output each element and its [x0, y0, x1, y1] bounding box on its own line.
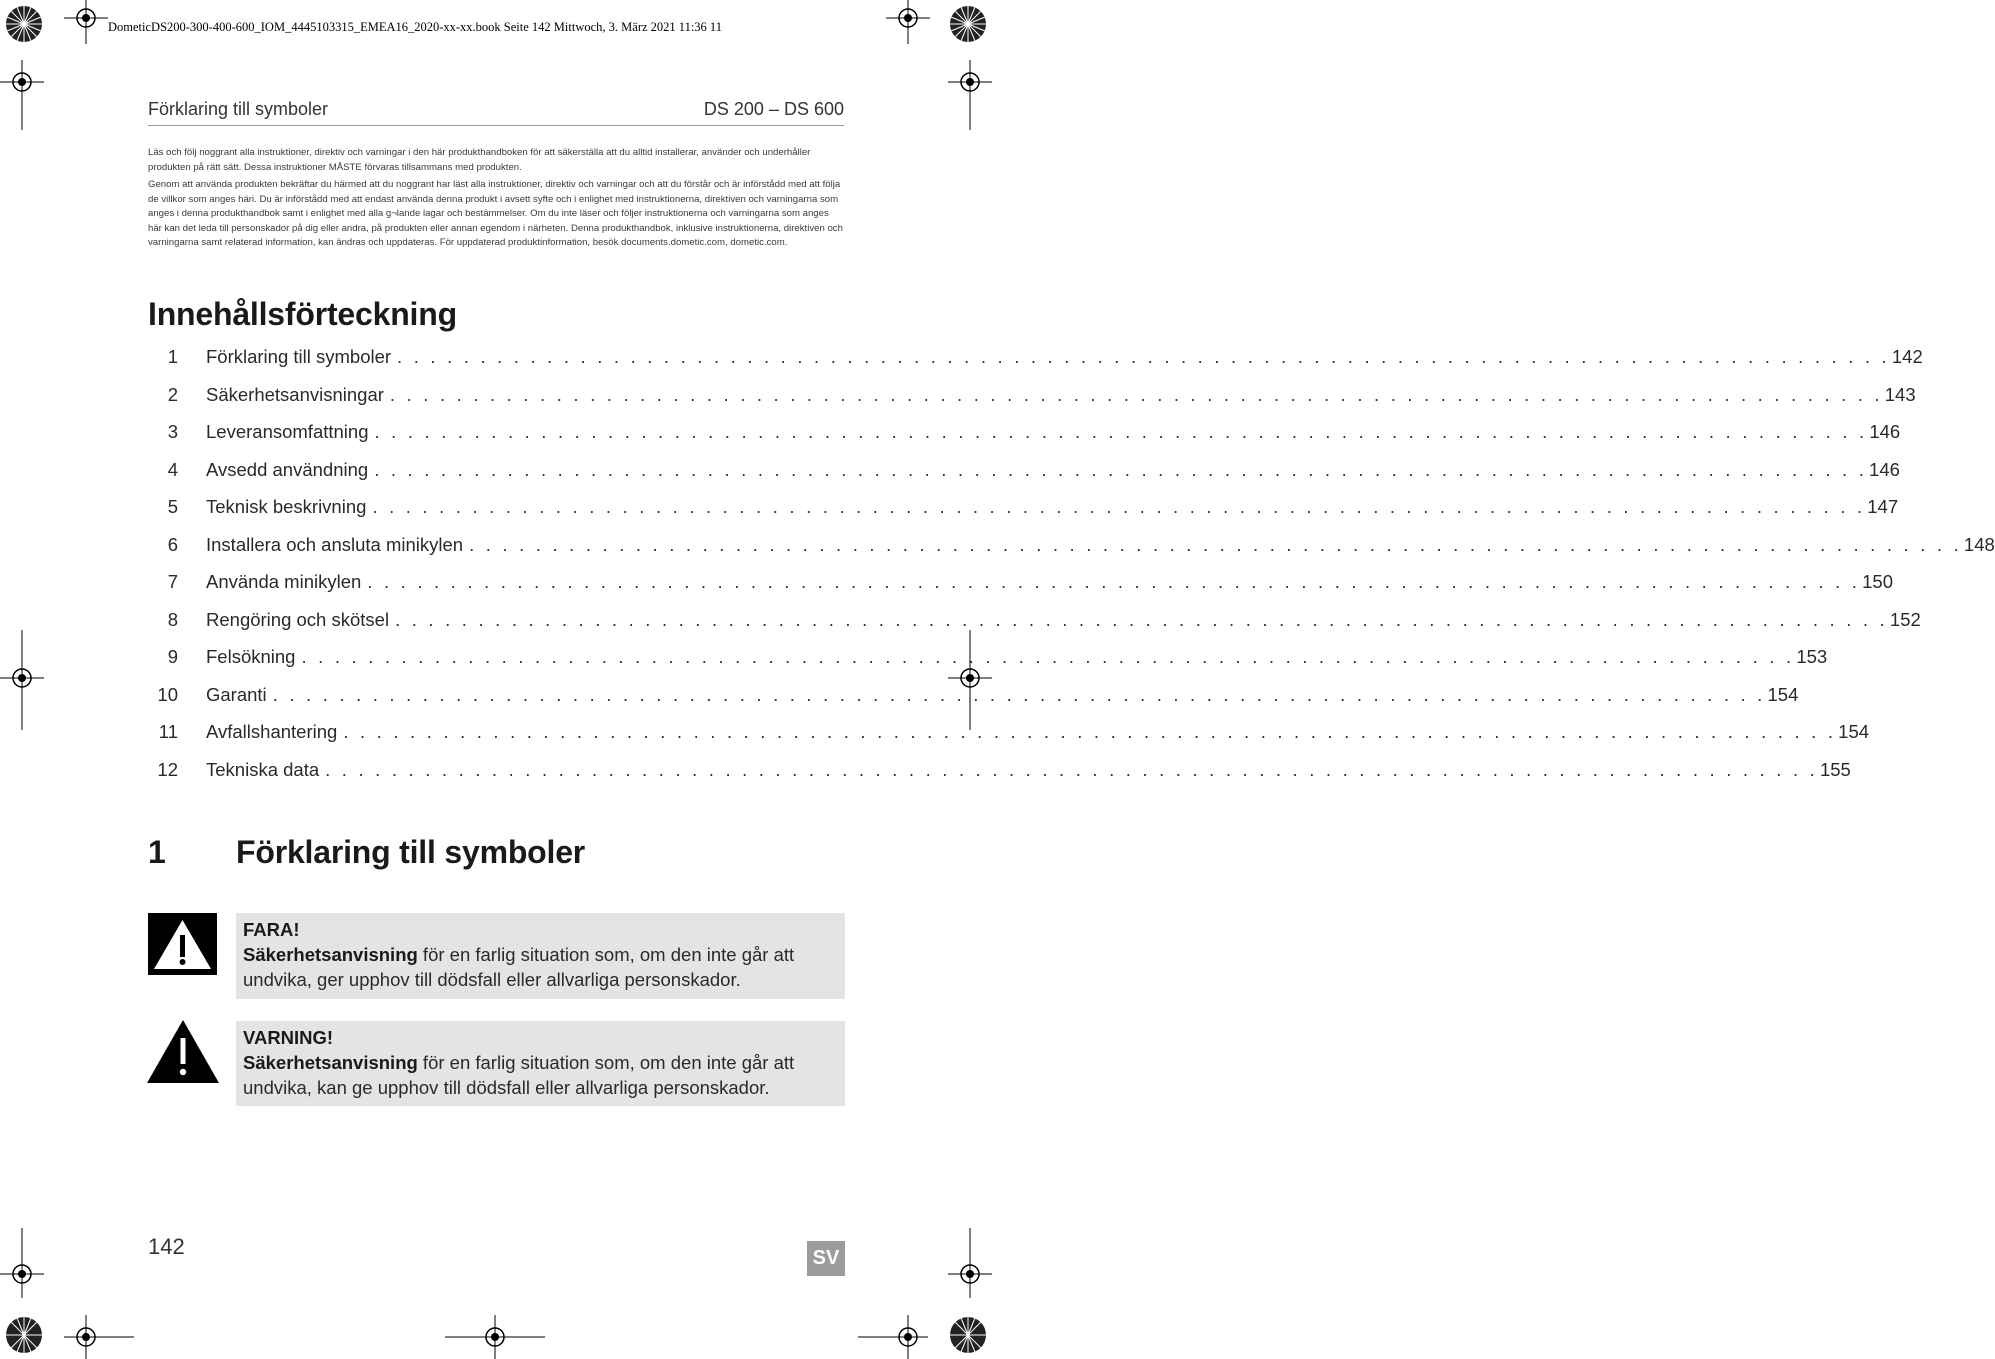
warning-notice	[236, 1021, 845, 1106]
toc-entry-number: 3	[167, 421, 178, 442]
toc-entry-page: 150	[1862, 571, 1893, 592]
toc-entry-label: Garanti	[206, 683, 267, 705]
toc-dot-leader: . . . . . . . . . . . . . . . . . . . . . . . . . . . . . . . . . . . . . . . . . . . . . . . . . . . . . . . . . . . . . . . . . . . . . . . . . . . . . . . . . . . . . . . . . .	[325, 758, 1818, 780]
toc-heading: Innehållsförteckning	[148, 296, 457, 332]
toc-entry-label: Använda minikylen	[206, 571, 362, 592]
toc-dot-leader: . . . . . . . . . . . . . . . . . . . . . . . . . . . . . . . . . . . . . . . . . . . . . . . . . . . . . . . . . . . . . . . . . . . . . . . . . . . . . . . . . . . . . . . . . .	[301, 646, 1795, 667]
toc-entry-label: Felsökning	[206, 646, 296, 667]
print-color-wheel-icon	[4, 4, 44, 44]
warning-lead: Säkerhetsanvisning	[243, 1052, 418, 1073]
toc-entry-number: 12	[157, 758, 178, 780]
toc-entry[interactable]	[148, 646, 1828, 684]
toc-dot-leader: . . . . . . . . . . . . . . . . . . . . . . . . . . . . . . . . . . . . . . . . . . . . . . . . . . . . . . . . . . . . . . . . . . . . . . . . . . . . . . . . . . . . . . . . . .	[272, 683, 1766, 705]
toc-dot-leader: . . . . . . . . . . . . . . . . . . . . . . . . . . . . . . . . . . . . . . . . . . . . . . . . . . . . . . . . . . . . . . . . . . . . . . . . . . . . . . . . . . . . . . . . . .	[374, 421, 1868, 442]
danger-title: FARA!	[243, 919, 300, 940]
toc-dot-leader: . . . . . . . . . . . . . . . . . . . . . . . . . . . . . . . . . . . . . . . . . . . . . . . . . . . . . . . . . . . . . . . . . . . . . . . . . . . . . . . . . . . . . . . . . .	[367, 571, 1861, 592]
toc-entry-number: 10	[157, 683, 178, 705]
toc-entry-page: 154	[1838, 721, 1870, 742]
section-number: 1	[148, 834, 166, 870]
toc-entry-label: Säkerhetsanvisningar	[206, 383, 384, 405]
section-title: Förklaring till symboler	[236, 834, 586, 870]
registration-mark-icon	[886, 0, 930, 44]
toc-entry-number: 9	[167, 646, 178, 667]
toc-entry-number: 2	[167, 383, 178, 405]
registration-mark-icon	[948, 1228, 992, 1298]
book-file-info: DometicDS200-300-400-600_IOM_4445103315_EMEA16_2020-xx-xx.book Seite 142 Mittwoch, 3. März 2021 11:36 11	[108, 20, 722, 34]
toc-entry-page: 143	[1884, 383, 1916, 405]
toc-dot-leader: . . . . . . . . . . . . . . . . . . . . . . . . . . . . . . . . . . . . . . . . . . . . . . . . . . . . . . . . . . . . . . . . . . . . . . . . . . . . . . . . . . . . . . . . . .	[397, 346, 1890, 367]
toc-entry-number: 5	[167, 496, 178, 517]
toc-entry-label: Installera och ansluta minikylen	[206, 533, 464, 555]
toc-entry-page: 154	[1767, 683, 1799, 705]
toc-entry-page: 155	[1819, 758, 1851, 780]
toc-entry-page: 147	[1867, 496, 1899, 517]
toc-entry[interactable]	[148, 383, 1916, 422]
warning-text	[243, 1050, 837, 1100]
registration-mark-icon	[0, 630, 44, 730]
toc-entry-number: 4	[167, 458, 178, 480]
toc-entry-label: Avfallshantering	[206, 721, 338, 742]
toc-entry-number: 8	[167, 608, 178, 630]
toc-entry[interactable]	[148, 533, 1995, 572]
table-of-contents	[148, 346, 1995, 796]
toc-entry[interactable]	[148, 721, 1870, 759]
toc-entry[interactable]	[148, 758, 1851, 797]
warning-triangle-icon	[147, 1020, 219, 1083]
registration-mark-icon	[0, 60, 44, 130]
toc-entry-label: Förklaring till symboler	[206, 346, 392, 367]
toc-entry[interactable]	[148, 683, 1799, 722]
page-number: 142	[148, 1234, 185, 1259]
intro-paragraph-2: Genom att använda produkten bekräftar du härmed att du noggrant har läst alla instruktioner, direktiv och varningar och att du förstår och är införstådd med att följa de villkor som anges häri. Du är införstådd med att endast använda denna produkt i avsett syfte och i enlighet med instruktionerna, direktiven och varningarna som anges i denna produkthandbok samt i enlighet med alla g¬lande lagar och bestämmelser. Om du inte läser och följer instruktionerna och varningarna som anges här kan det leda till personskador på dig eller andra, på produkten eller annan egendom i närheten. Denna produkthandbok, inklusive instruktionerna, direktiven och varningarna samt relaterad information, kan ändras och uppdateras. För uppdaterad produktinformation, besök documents.dometic.com, dometic.com.	[148, 179, 843, 249]
toc-dot-leader: . . . . . . . . . . . . . . . . . . . . . . . . . . . . . . . . . . . . . . . . . . . . . . . . . . . . . . . . . . . . . . . . . . . . . . . . . . . . . . . . . . . . . . . . . .	[389, 383, 1883, 405]
toc-entry[interactable]	[148, 496, 1899, 534]
toc-entry[interactable]	[148, 346, 1923, 384]
toc-entry-number: 1	[167, 346, 178, 367]
danger-notice	[236, 913, 845, 999]
toc-dot-leader: . . . . . . . . . . . . . . . . . . . . . . . . . . . . . . . . . . . . . . . . . . . . . . . . . . . . . . . . . . . . . . . . . . . . . . . . . . . . . . . . . . . . . . . . . .	[395, 608, 1888, 630]
danger-lead: Säkerhetsanvisning	[243, 944, 418, 965]
toc-entry-page: 148	[1963, 533, 1995, 555]
toc-entry-label: Avsedd användning	[206, 458, 369, 480]
print-color-wheel-icon	[4, 1315, 44, 1355]
warning-body: för en farlig situation som, om den inte går att undvika, kan ge upphov till dödsfall eller allvarliga personskador.	[243, 1052, 795, 1098]
toc-dot-leader: . . . . . . . . . . . . . . . . . . . . . . . . . . . . . . . . . . . . . . . . . . . . . . . . . . . . . . . . . . . . . . . . . . . . . . . . . . . . . . . . . . . . . . . . . .	[372, 496, 1866, 517]
toc-entry-number: 6	[167, 533, 178, 555]
registration-mark-icon	[0, 1228, 44, 1298]
print-color-wheel-icon	[948, 1315, 988, 1355]
toc-entry[interactable]	[148, 571, 1893, 609]
toc-entry[interactable]	[148, 608, 1921, 647]
toc-entry-page: 153	[1796, 646, 1828, 667]
toc-dot-leader: . . . . . . . . . . . . . . . . . . . . . . . . . . . . . . . . . . . . . . . . . . . . . . . . . . . . . . . . . . . . . . . . . . . . . . . . . . . . . . . . . . . . . . . . . .	[374, 458, 1868, 480]
registration-mark-icon	[948, 630, 992, 730]
toc-dot-leader: . . . . . . . . . . . . . . . . . . . . . . . . . . . . . . . . . . . . . . . . . . . . . . . . . . . . . . . . . . . . . . . . . . . . . . . . . . . . . . . . . . . . . . . . . .	[343, 721, 1837, 742]
toc-entry-label: Rengöring och skötsel	[206, 608, 390, 630]
toc-entry-page: 152	[1889, 608, 1921, 630]
danger-body: för en farlig situation som, om den inte går att undvika, ger upphov till dödsfall eller allvarliga personskador.	[243, 944, 795, 990]
registration-mark-icon	[64, 0, 108, 44]
toc-entry-page: 146	[1869, 458, 1900, 480]
registration-mark-icon	[858, 1315, 928, 1359]
language-badge: SV	[807, 1241, 845, 1276]
toc-entry[interactable]	[148, 458, 1900, 497]
registration-mark-icon	[948, 60, 992, 130]
warning-title: VARNING!	[243, 1027, 334, 1048]
running-header-model: DS 200 – DS 600	[703, 99, 844, 119]
toc-entry-number: 11	[158, 721, 178, 742]
toc-dot-leader: . . . . . . . . . . . . . . . . . . . . . . . . . . . . . . . . . . . . . . . . . . . . . . . . . . . . . . . . . . . . . . . . . . . . . . . . . . . . . . . . . . . . . . . . . .	[469, 533, 1962, 555]
intro-paragraph-1: Läs och följ noggrant alla instruktioner, direktiv och varningar i den här produkthandboken för att säkerställa att du alltid installerar, använder och underhåller produkten på rätt sätt. Dessa instruktioner MÅSTE förvaras tillsammans med produkten.	[148, 147, 811, 173]
toc-entry-label: Tekniska data	[206, 758, 320, 780]
toc-entry[interactable]	[148, 421, 1901, 459]
running-header-title: Förklaring till symboler	[148, 99, 329, 119]
toc-entry-label: Leveransomfattning	[206, 421, 369, 442]
toc-entry-page: 142	[1891, 346, 1923, 367]
header-divider	[148, 125, 844, 126]
toc-entry-number: 7	[167, 571, 178, 592]
toc-entry-page: 146	[1869, 421, 1901, 442]
registration-mark-icon	[445, 1315, 545, 1359]
registration-mark-icon	[64, 1315, 134, 1359]
toc-entry-label: Teknisk beskrivning	[206, 496, 367, 517]
print-color-wheel-icon	[948, 4, 988, 44]
danger-text	[243, 942, 837, 992]
danger-sign-icon	[148, 913, 217, 975]
